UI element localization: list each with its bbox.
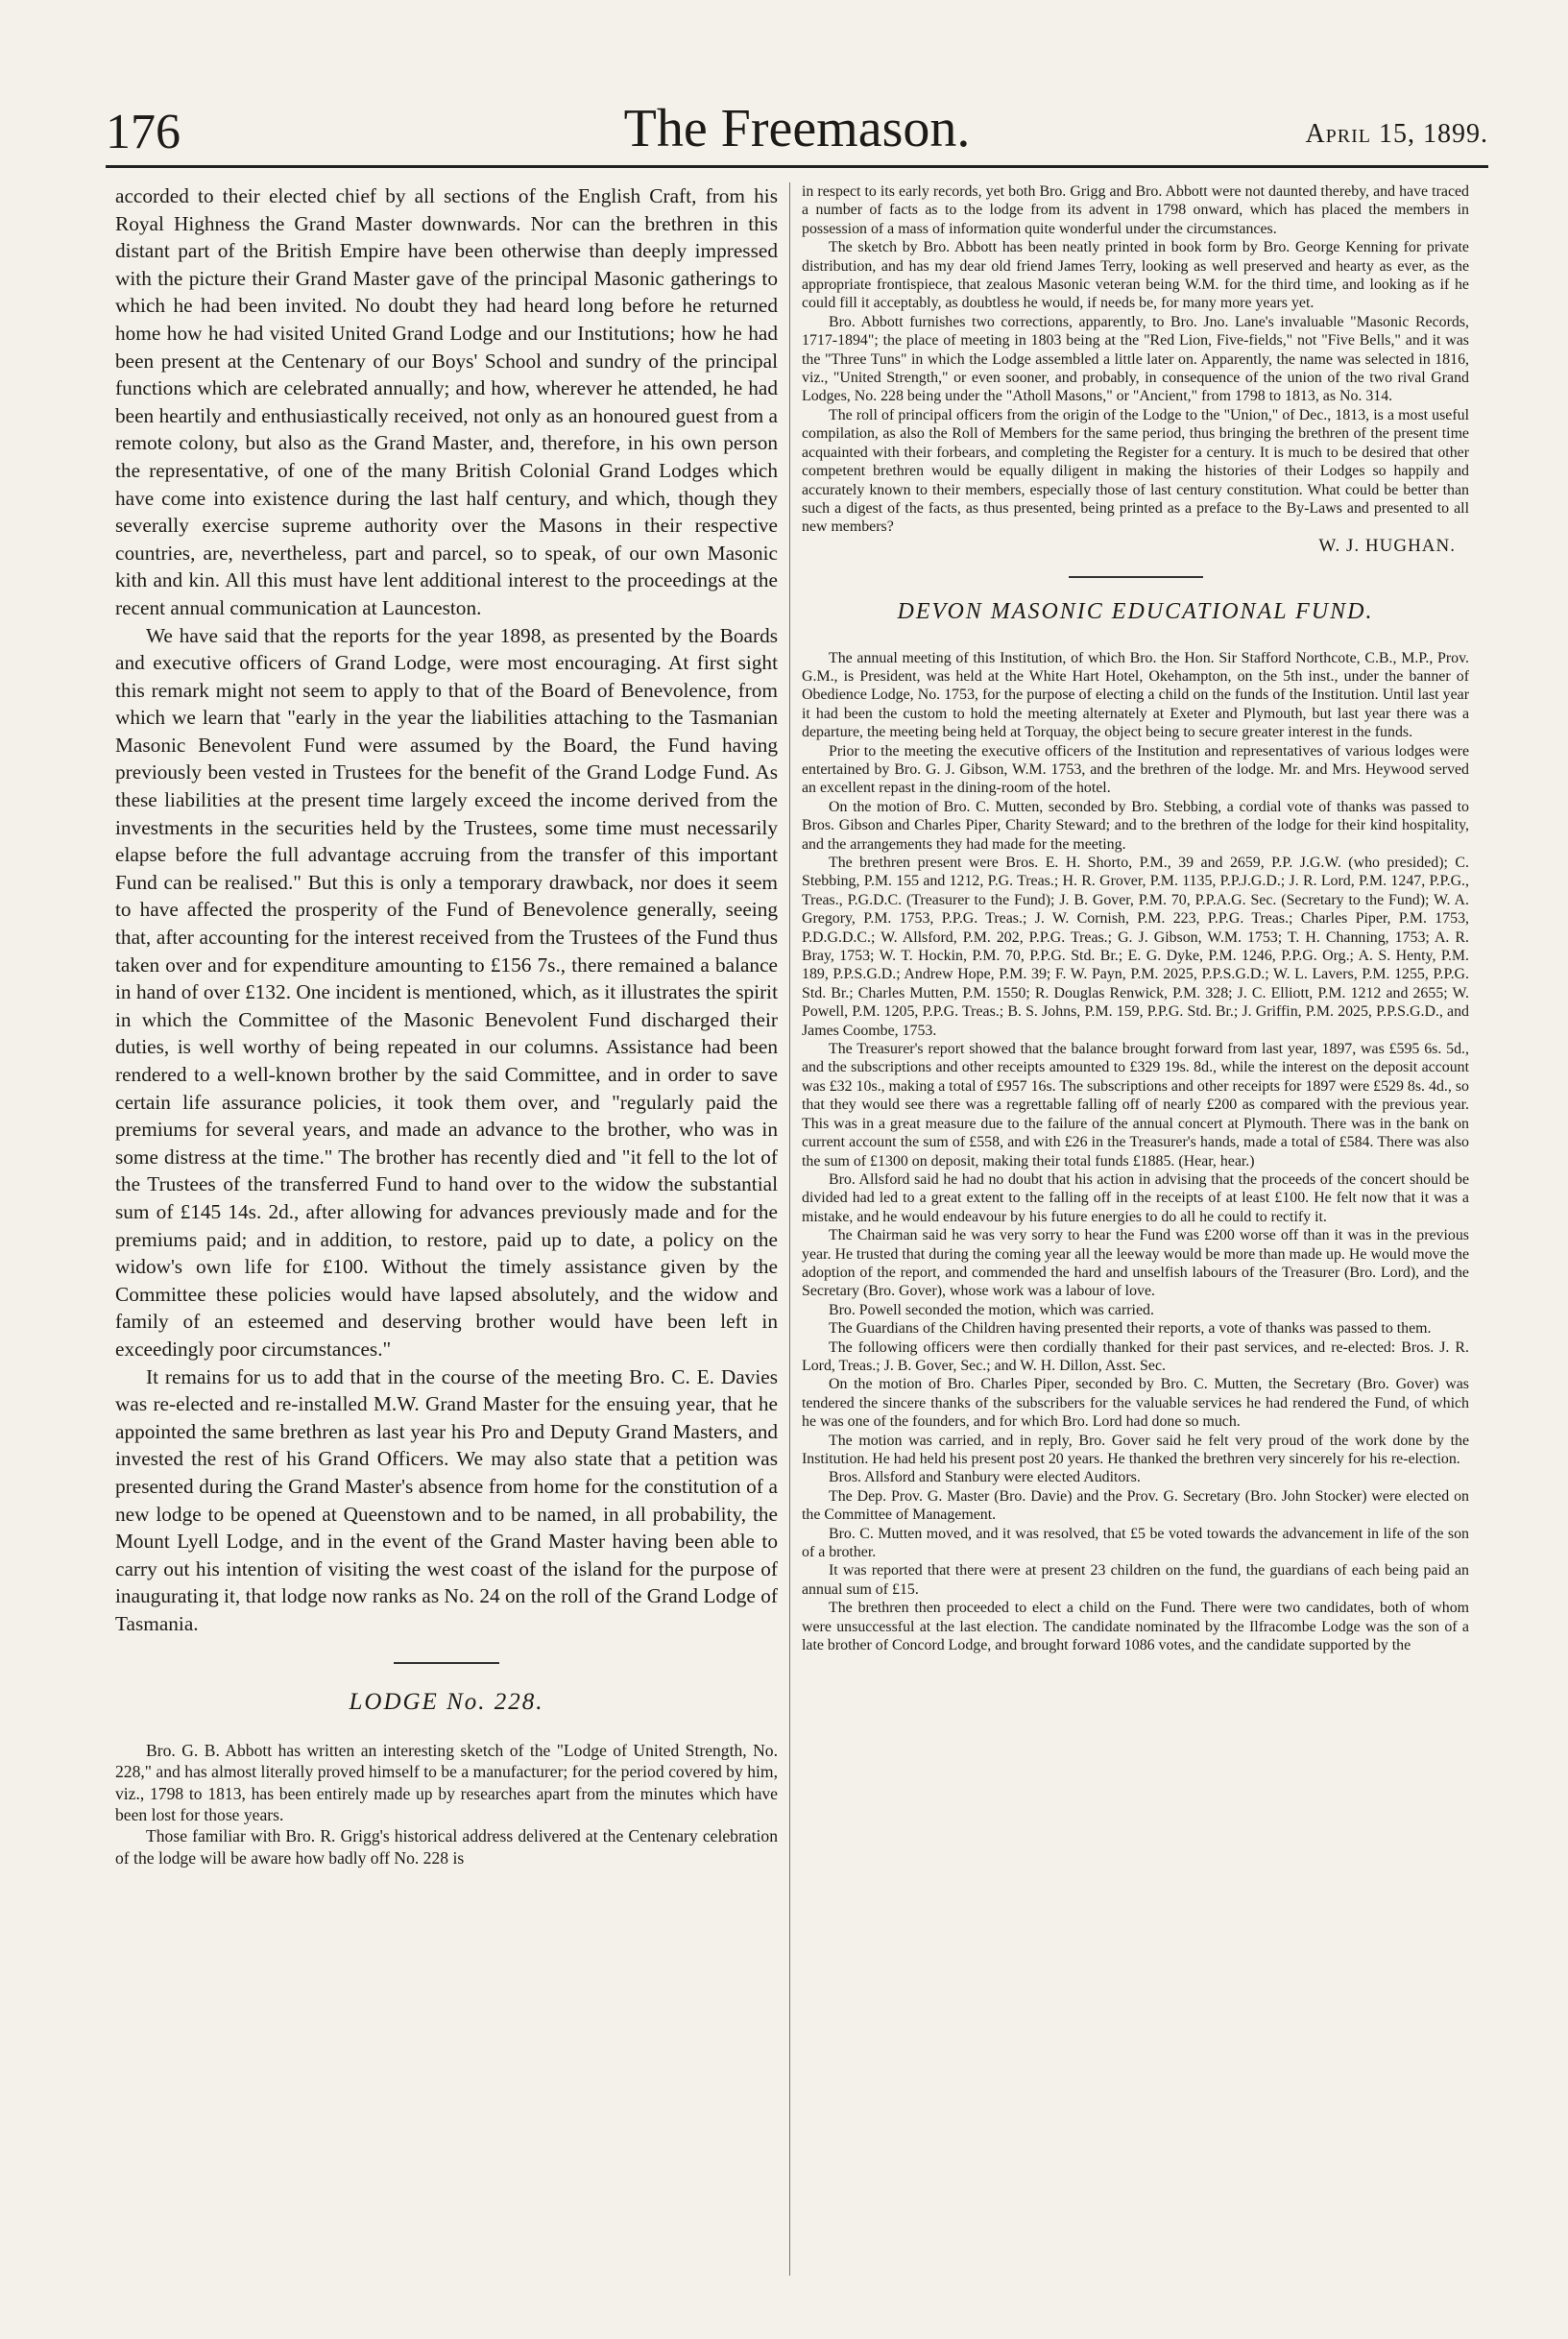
article-paragraph: The annual meeting of this Institution, of which Bro. the Hon. Sir Stafford Northcote, C.B., M.P., Prov. G.M., is President, was held at the White Hart Hotel, Okehampton, on the 5th inst., under the banner of Obedience Lodge, No. 1753, for the purpose of electing a child on the funds of the Institution. Until last year it had been the custom to hold the meeting alternately at Exeter and Plymouth, but last year there was a departure, the meeting being held at Torquay, the object being to secure greater interest in the funds. bbox=[802, 649, 1469, 741]
page-number: 176 bbox=[106, 105, 181, 159]
column-divider bbox=[789, 182, 790, 2276]
devon-heading: DEVON MASONIC EDUCATIONAL FUND. bbox=[897, 599, 1374, 625]
article-paragraph: We have said that the reports for the year 1898, as presented by the Boards and executive officers of Grand Lodge, were most encouraging. At first sight this remark might not seem to apply to that of the Board of Benevolence, from which we learn that "early in the year the liabilities attaching to the Tasmanian Masonic Benevolent Fund were assumed by the Board, the Fund having previously been vested in Trustees for the benefit of the Grand Lodge Fund. As these liabilities at the present time largely exceed the income derived from the investments in the securities held by the Trustees, some time must necessarily elapse before the full advantage accruing from the transfer of this important Fund can be realised." But this is only a temporary drawback, nor does it seem to have affected the prosperity of the Fund of Benevolence generally, seeing that, after accounting for the interest received from the Trustees of the Fund thus taken over and for expenditure amounting to £156 7s., there remained a balance in hand of over £132. One incident is mentioned, which, as it illustrates the spirit in which the Committee of the Masonic Benevolent Fund discharged their duties, is well worthy of being repeated in our columns. Assistance had been rendered to a well-known brother by the said Committee, and in order to save certain life assurance policies, it took them over, and "regularly paid the premiums for several years, and made an advance to the brother, who was in some distress at the time." The brother has recently died and "it fell to the lot of the Trustees of the transferred Fund to hand over to the widow the substantial sum of £145 14s. 2d., after allowing for advances previously made and for the premiums paid; and in addition, to restore, paid up to date, a policy on the widow's own life for £100. Without the timely assistance given by the Committee these policies would have lapsed absolutely, and the widow and family of an esteemed and deserving brother would have been left in exceedingly poor circumstances." bbox=[115, 623, 778, 1361]
lodge-heading: LODGE No. 228. bbox=[349, 1689, 544, 1716]
article-paragraph: The brethren then proceeded to elect a child on the Fund. There were two candidates, both of whom were unsuccessful at the last election. The candidate nominated by the Ilfracombe Lodge was the son of a late brother of Concord Lodge, and brought forward 1086 votes, and the candidate supported by the bbox=[802, 1600, 1469, 1654]
article-paragraph: The roll of principal officers from the origin of the Lodge to the "Union," of Dec., 1813, is a most useful compilation, as also the Roll of Members for the same period, thus bringing the brethren of the present time acquainted with their forbears, and completing the Register for a century. It is much to be desired that other competent brethren would be equally diligent in making the histories of their Lodges so happily and accurately known to their members, especially those of last century constitution. What could be better than such a digest of the facts, as thus presented, being printed as a preface to the By-Laws and presented to all new members? bbox=[802, 406, 1469, 536]
issue-date: April 15, 1899. bbox=[1305, 119, 1488, 149]
article-paragraph: The motion was carried, and in reply, Bro. Gover said he felt very proud of the work done by the Institution. He had held his present post 20 years. He thanked the brethren very sincerely for his re-election. bbox=[802, 1432, 1469, 1467]
article-paragraph: The Treasurer's report showed that the balance brought forward from last year, 1897, was £595 6s. 5d., and the subscriptions and other receipts amounted to £329 19s. 8d., while the interest on the deposit account was £32 10s., making a total of £957 16s. The subscriptions and other receipts for 1897 were £529 8s. 4d., so that they would see there was a regrettable falling off of nearly £200 as compared with the previous year. This was in a great measure due to the failure of the annual concert at Plymouth. There was in the bank on current account the sum of £558, and with £26 in the Treasurer's hands, made a total of £584. There was also the sum of £1300 on deposit, making their total funds £1885. (Hear, hear.) bbox=[802, 1041, 1469, 1170]
article-paragraph: Bro. Allsford said he had no doubt that his action in advising that the proceeds of the concert should be divided had led to a great extent to the falling off in the receipts of at least £100. He felt now that it was a mistake, and he would endeavour by his future energies to do all he could to rectify it. bbox=[802, 1170, 1469, 1225]
right-column bbox=[802, 182, 1469, 2276]
article-paragraph: Those familiar with Bro. R. Grigg's historical address delivered at the Centenary celebration of the lodge will be aware how badly off No. 228 is bbox=[115, 1826, 778, 1868]
article-paragraph: Prior to the meeting the executive officers of the Institution and representatives of various lodges were entertained by Bro. G. J. Gibson, W.M. 1753, and the brethren of the lodge. Mr. and Mrs. Heywood served an excellent repast in the dining-room of the hotel. bbox=[802, 742, 1469, 797]
article-paragraph: Bro. Powell seconded the motion, which was carried. bbox=[829, 1301, 1154, 1318]
article-paragraph: The sketch by Bro. Abbott has been neatly printed in book form by Bro. George Kenning for private distribution, and has my dear old friend James Terry, looking as well preserved and hearty as ever, as the appropriate frontispiece, that zealous Masonic veteran being W.M. for the third time, and looking as if he could fill it acceptably, as doubtless he would, if needs be, for many more years yet. bbox=[802, 239, 1469, 312]
page-header bbox=[106, 96, 1488, 168]
article-paragraph: Bro. C. Mutten moved, and it was resolved, that £5 be voted towards the advancement in life of the son of a brother. bbox=[802, 1525, 1469, 1561]
article-paragraph: in respect to its early records, yet both Bro. Grigg and Bro. Abbott were not daunted thereby, and have traced a number of facts as to the lodge from its advent in 1798 onward, which has placed the members in possession of a mass of information quite wonderful under the circumstances. bbox=[802, 183, 1469, 237]
article-paragraph: It remains for us to add that in the course of the meeting Bro. C. E. Davies was re-elected and re-installed M.W. Grand Master for the ensuing year, that he appointed the same brethren as last year his Pro and Deputy Grand Masters, and invested the rest of his Grand Officers. We may also state that a petition was presented during the Grand Master's absence from home for the constitution of a new lodge to be opened at Queenstown and to be named, in all probability, the Mount Lyell Lodge, and in the event of the Grand Master having been able to carry out his intention of visiting the west coast of the island for the purpose of inaugurating it, that lodge now ranks as No. 24 on the roll of the Grand Lodge of Tasmania. bbox=[115, 1364, 778, 1635]
section-divider bbox=[394, 1662, 499, 1664]
article-paragraph: On the motion of Bro. Charles Piper, seconded by Bro. C. Mutten, the Secretary (Bro. Gover) was tendered the sincere thanks of the subscribers for the valuable services he had rendered the Fund, of which he was one of the founders, and for which Bro. Lord had done so much. bbox=[802, 1376, 1469, 1431]
article-paragraph: The brethren present were Bros. E. H. Shorto, P.M., 39 and 2659, P.P. J.G.W. (who presided); C. Stebbing, P.M. 155 and 1212, P.G. Treas.; H. R. Grover, P.M. 1135, P.P.J.G.D.; J. R. Lord, P.M. 1247, P.P.G., Treas., P.G.D.C. (Treasurer to the Fund); J. B. Gover, P.M. 70, P.P.A.G. Sec. (Secretary to the Fund); W. A. Gregory, P.M. 1753, P.P.G. Treas.; J. W. Cornish, P.M. 223, P.P.G. Treas.; Charles Piper, P.M. 1753, P.D.G.D.C.; W. Allsford, P.M. 202, P.P.G. Treas.; G. J. Gibson, W.M. 1753; T. H. Channing, 1753; A. R. Bray, 1753; W. T. Hockin, P.M. 70, P.P.G. Std. Br.; E. G. Dyke, P.M. 1246, P.P.G. Org.; A. S. Henty, P.M. 189, P.P.S.G.D.; Andrew Hope, P.M. 39; F. W. Payn, P.M. 2025, P.P.S.G.D.; W. L. Lavers, P.M. 1255, P.P.G. Std. Br.; Charles Mutten, P.M. 1550; R. Douglas Renwick, P.M. 328; J. C. Elliott, P.M. 1212 and 2655; W. Powell, P.M. 1205, P.P.G. Treas.; B. S. Johns, P.M. 159, P.P.G. Std. Br.; J. Griffin, P.M. 2025, P.P.S.G.D., and James Coombe, 1753. bbox=[802, 855, 1469, 1039]
article-paragraph: Bro. Abbott furnishes two corrections, apparently, to Bro. Jno. Lane's invaluable "Masonic Records, 1717-1894"; the place of meeting in 1803 being at the "Red Lion, Five-fields," not "Five Bells," and it was the "Three Tuns" in which the Lodge assembled a little later on. Apparently, the name was selected in 1816, viz., "United Strength," or even sooner, and probably, in consequence of the union of the two rival Grand Lodges, No. 228 being under the "Atholl Masons," or "Ancient," from 1798 to 1813, as No. 314. bbox=[802, 313, 1469, 405]
article-paragraph: On the motion of Bro. C. Mutten, seconded by Bro. Stebbing, a cordial vote of thanks was passed to Bros. Gibson and Charles Piper, Charity Steward; and to the brethren of the lodge for their kind hospitality, and the arrangements they had made for the meeting. bbox=[802, 798, 1469, 853]
section-divider bbox=[1069, 576, 1203, 578]
article-paragraph: Bro. G. B. Abbott has written an interesting sketch of the "Lodge of United Strength, No. 228," and has almost literally proved himself to be a manufacturer; for the period covered by him, viz., 1798 to 1813, has been entirely made up by researches apart from the minutes which have been lost for those years. bbox=[115, 1741, 778, 1824]
article-paragraph: Bros. Allsford and Stanbury were elected Auditors. bbox=[829, 1469, 1141, 1486]
left-column bbox=[115, 182, 778, 2276]
article-paragraph: The Guardians of the Children having presented their reports, a vote of thanks was passed to them. bbox=[829, 1320, 1432, 1338]
article-paragraph: The Dep. Prov. G. Master (Bro. Davie) and the Prov. G. Secretary (Bro. John Stocker) were elected on the Committee of Management. bbox=[802, 1487, 1469, 1524]
article-paragraph: The following officers were then cordially thanked for their past services, and re-elected: Bros. J. R. Lord, Treas.; J. B. Gover, Sec.; and W. H. Dillon, Asst. Sec. bbox=[802, 1338, 1469, 1374]
article-paragraph: It was reported that there were at present 23 children on the fund, the guardians of each being paid an annual sum of £15. bbox=[802, 1562, 1469, 1598]
masthead-title: The Freemason. bbox=[623, 99, 971, 158]
article-paragraph: The Chairman said he was very sorry to hear the Fund was £200 worse off than it was in the previous year. He trusted that during the coming year all the leeway would be more than made up. He would move the adoption of the report, and commended the hard and unselfish labours of the Treasurer (Bro. Lord), and the Secretary (Bro. Gover), whose work was a labour of love. bbox=[802, 1227, 1469, 1300]
lodge-article bbox=[115, 1740, 778, 1869]
author-signature: W. J. HUGHAN. bbox=[1318, 535, 1456, 556]
article-paragraph: accorded to their elected chief by all sections of the English Craft, from his Royal Highness the Grand Master downwards. Nor can the brethren in this distant part of the British Empire have been otherwise than deeply impressed with the picture their Grand Master gave of the principal Masonic gatherings to which he had been invited. No doubt they had heard long before he returned home how he had visited United Grand Lodge and our Institutions; how he had been present at the Centenary of our Boys' School and sundry of the principal functions which are celebrated annually; and how, wherever he attended, he had been heartily and enthusiastically received, not only as an honoured guest from a remote colony, but also as the Grand Master, and, therefore, in his own person the representative, of one of the many British Colonial Grand Lodges which have come into existence during the last half century, and which, though they severally exercise supreme authority over the Masons in their respective countries, are, nevertheless, part and parcel, so to speak, of our own Masonic kith and kin. All this must have lent additional interest to the proceedings at the recent annual communication at Launceston. bbox=[115, 184, 778, 619]
